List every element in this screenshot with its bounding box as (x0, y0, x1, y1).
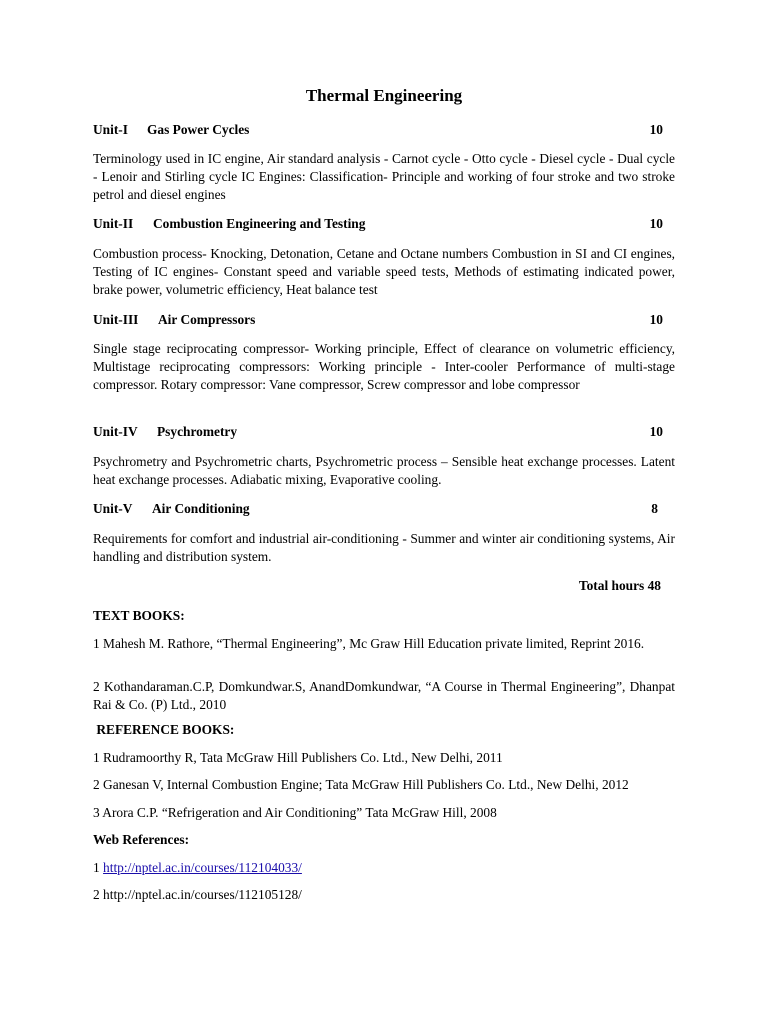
web-references-heading: Web References: (93, 832, 190, 847)
web-reference-number: 1 (93, 860, 104, 875)
unit-description: Combustion process- Knocking, Detonation, Cetane and Octane numbers Combustion in SI and CI engines, Testing of IC engines- Constant speed and variable speed tests, Methods of estimating indicated power, brake power, volumetric efficiency, Heat balance test (93, 246, 675, 297)
text-book-item: 2 Kothandaraman.C.P, Domkundwar.S, AnandDomkundwar, “A Course in Thermal Engineering”, Dhanpat Rai & Co. (P) Ltd., 2010 (93, 679, 675, 712)
reference-book-item: 2 Ganesan V, Internal Combustion Engine; Tata McGraw Hill Publishers Co. Ltd., New Delhi, 2012 (93, 777, 629, 792)
unit-name: Air Compressors (158, 312, 256, 327)
unit-number: Unit-V (93, 501, 133, 516)
unit-name: Air Conditioning (152, 501, 250, 516)
unit-description: Single stage reciprocating compressor- Working principle, Effect of clearance on volumetric efficiency, Multistage reciprocating compressors: Working principle - Inter-cooler Performance of multi-stage compressor. Rotary compressor: Vane compressor, Screw compressor and lobe compressor (93, 341, 675, 392)
web-reference-item (93, 859, 675, 877)
reference-book-item: 1 Rudramoorthy R, Tata McGraw Hill Publishers Co. Ltd., New Delhi, 2011 (93, 750, 503, 765)
unit-heading (93, 215, 675, 233)
text-book-item: 1 Mahesh M. Rathore, “Thermal Engineering”, Mc Graw Hill Education private limited, Reprint 2016. (93, 636, 645, 651)
web-reference-text: http://nptel.ac.in/courses/112105128/ (103, 887, 302, 902)
web-reference-link[interactable]: http://nptel.ac.in/courses/112104033/ (103, 860, 302, 875)
unit-hours: 10 (649, 424, 663, 439)
total-hours: Total hours 48 (578, 578, 661, 593)
unit-number: Unit-IV (93, 424, 138, 439)
unit-heading (93, 311, 675, 329)
unit-heading (93, 423, 675, 441)
unit-hours: 10 (649, 216, 663, 231)
reference-books-heading: REFERENCE BOOKS: (93, 722, 235, 737)
unit-description: Requirements for comfort and industrial air-conditioning - Summer and winter air conditioning systems, Air handling and distribution system. (93, 531, 675, 564)
web-reference-item (93, 886, 675, 904)
web-reference-number: 2 (93, 887, 104, 902)
unit-description: Psychrometry and Psychrometric charts, Psychrometric process – Sensible heat exchange processes. Latent heat exchange processes. Adiabatic mixing, Evaporative cooling. (93, 454, 675, 487)
reference-book-item: 3 Arora C.P. “Refrigeration and Air Conditioning” Tata McGraw Hill, 2008 (93, 805, 497, 820)
unit-description: Terminology used in IC engine, Air standard analysis - Carnot cycle - Otto cycle - Diesel cycle - Dual cycle - Lenoir and Stirling cycle IC Engines: Classification- Principle and working of four stroke and two stroke petrol and diesel engines (93, 151, 675, 202)
unit-name: Combustion Engineering and Testing (153, 216, 366, 231)
page-title: Thermal Engineering (305, 86, 463, 105)
unit-number: Unit-III (93, 312, 139, 327)
unit-heading (93, 121, 675, 139)
unit-hours: 10 (649, 122, 663, 137)
unit-hours: 10 (649, 312, 663, 327)
unit-name: Gas Power Cycles (147, 122, 250, 137)
unit-hours: 8 (651, 501, 658, 516)
unit-name: Psychrometry (157, 424, 238, 439)
unit-number: Unit-II (93, 216, 134, 231)
text-books-heading: TEXT BOOKS: (93, 608, 185, 623)
unit-heading (93, 500, 675, 518)
unit-number: Unit-I (93, 122, 128, 137)
